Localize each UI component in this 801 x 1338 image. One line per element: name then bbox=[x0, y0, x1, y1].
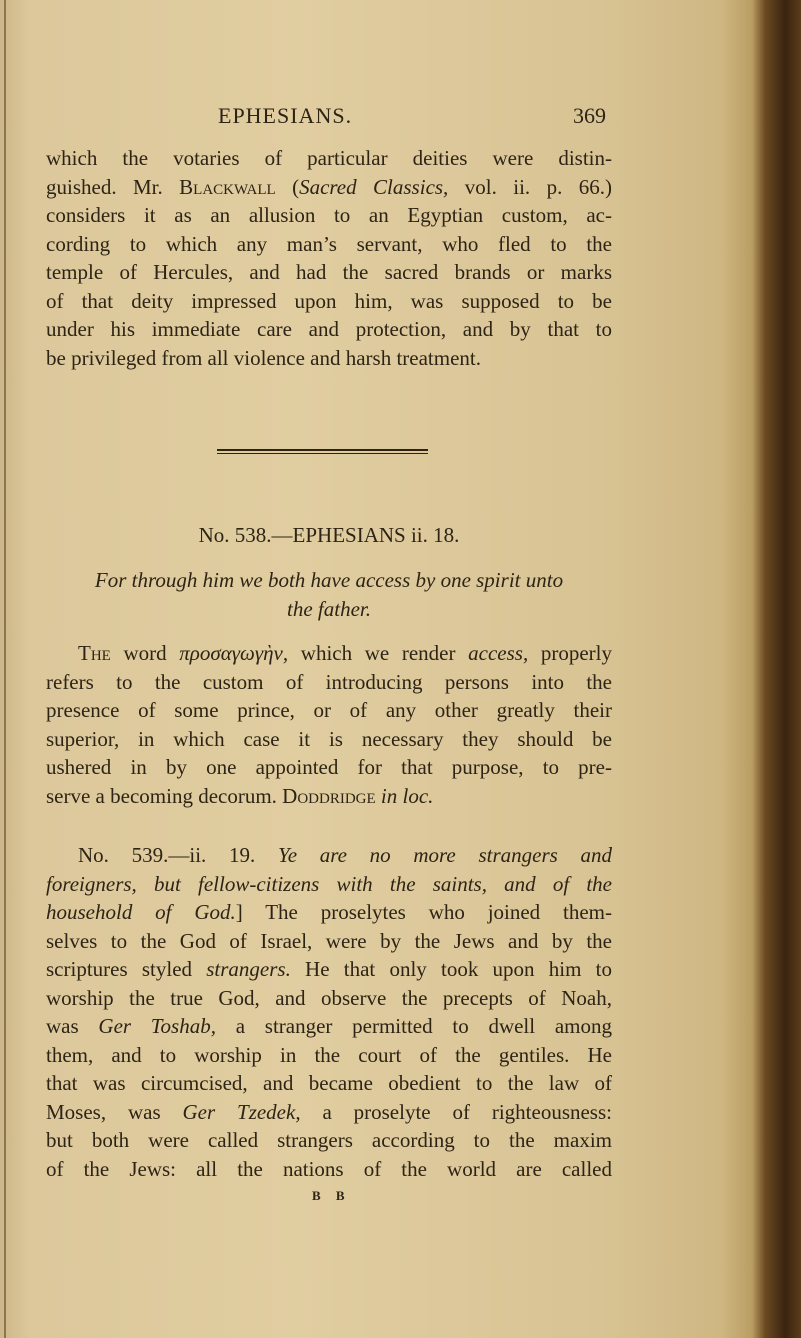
text-span: scriptures styled bbox=[46, 957, 207, 981]
italic-text: Ger Toshab, bbox=[98, 1014, 216, 1038]
text-span: ] The proselytes who joined them- bbox=[235, 900, 612, 924]
text-span: refers to the custom of introducing persons into the bbox=[46, 669, 612, 694]
text-span: which the votaries of particular deities were distin- bbox=[46, 146, 612, 170]
text-line bbox=[46, 725, 612, 753]
text-span: but both were called strangers according to the maxim bbox=[46, 1128, 612, 1152]
text-line bbox=[78, 841, 612, 869]
text-span: ( bbox=[275, 174, 300, 199]
text-span: He that only took upon him to bbox=[290, 957, 612, 981]
text-span: No. 539.—ii. 19. bbox=[78, 843, 278, 867]
text-span: be privileged from all violence and harsh treatment. bbox=[46, 345, 482, 370]
text-line bbox=[46, 566, 612, 594]
text-span: a proselyte of righteousness: bbox=[300, 1099, 612, 1124]
text-span: Moses, was bbox=[46, 1099, 183, 1124]
text-line bbox=[46, 782, 612, 810]
italic-text: household of God. bbox=[46, 900, 236, 924]
text-line bbox=[46, 927, 612, 955]
text-line bbox=[46, 315, 612, 343]
italic-text: Ye are no more strangers and bbox=[277, 843, 612, 867]
italic-text: Sacred Classics, bbox=[299, 174, 449, 199]
text-line bbox=[46, 1098, 612, 1126]
text-span: that was circumcised, and became obedient to the law of bbox=[46, 1071, 612, 1095]
italic-text: the father. bbox=[287, 596, 371, 621]
text-line bbox=[46, 258, 612, 286]
text-span: cording to which any man’s servant, who fled to the bbox=[46, 231, 612, 256]
text-span: presence of some prince, or of any other greatly their bbox=[46, 698, 612, 722]
text-line bbox=[46, 344, 612, 372]
text-line bbox=[46, 521, 612, 549]
text-span: guished. Mr. bbox=[46, 174, 180, 199]
text-line bbox=[46, 870, 612, 898]
text-span: of that deity impressed upon him, was supposed to be bbox=[46, 288, 612, 313]
text-line bbox=[46, 201, 612, 229]
running-header-title: EPHESIANS. bbox=[218, 103, 353, 128]
text-line bbox=[46, 144, 612, 172]
text-line bbox=[46, 955, 612, 983]
text-span: a stranger permitted to dwell among bbox=[215, 1014, 612, 1038]
text-line bbox=[46, 595, 612, 623]
italic-text: strangers. bbox=[206, 957, 291, 981]
small-caps-text: The bbox=[78, 641, 111, 665]
text-span: superior, in which case it is necessary they should be bbox=[46, 726, 612, 751]
signature-mark: B B bbox=[312, 1188, 351, 1203]
text-span: considers it as an allusion to an Egyptian custom, ac- bbox=[46, 203, 612, 227]
small-caps-text: Blackwall bbox=[179, 174, 276, 199]
text-line bbox=[46, 1126, 612, 1154]
section-divider-rule bbox=[217, 449, 428, 454]
text-span: serve a becoming decorum. bbox=[46, 783, 283, 808]
text-line bbox=[46, 696, 612, 724]
text-line bbox=[46, 1069, 612, 1097]
text-line bbox=[46, 1012, 612, 1040]
text-line bbox=[46, 173, 612, 201]
text-span: them, and to worship in the court of the gentiles. He bbox=[46, 1042, 612, 1067]
italic-text: foreigners, but fellow-citizens with the saints, and of the bbox=[46, 871, 612, 896]
page-left-edge bbox=[4, 0, 6, 1338]
text-line bbox=[46, 230, 612, 258]
italic-text: Ger Tzedek, bbox=[182, 1099, 301, 1124]
text-span: selves to the God of Israel, were by the Jews and by the bbox=[46, 928, 612, 953]
italic-text: access, bbox=[468, 641, 529, 665]
text-line bbox=[46, 898, 612, 926]
text-span: worship the true God, and observe the precepts of Noah, bbox=[46, 985, 612, 1010]
text-span: under his immediate care and protection, and by that to bbox=[46, 317, 612, 341]
text-line bbox=[46, 753, 612, 781]
text-span: temple of Hercules, and had the sacred brands or marks bbox=[46, 260, 612, 284]
text-line bbox=[46, 1155, 612, 1183]
text-line bbox=[78, 639, 612, 667]
text-span: ushered in by one appointed for that purpose, to pre- bbox=[46, 755, 612, 779]
text-span: which we render bbox=[288, 641, 469, 665]
text-span: properly bbox=[528, 641, 612, 665]
italic-text: in loc. bbox=[380, 783, 434, 808]
text-span: vol. ii. p. 66.) bbox=[448, 174, 612, 199]
text-line bbox=[46, 668, 612, 696]
text-span: No. 538.—EPHESIANS ii. 18. bbox=[198, 523, 460, 547]
italic-text: For through him we both have access by one spirit unto bbox=[94, 568, 564, 592]
small-caps-text: Doddridge bbox=[282, 783, 376, 808]
text-line bbox=[46, 1041, 612, 1069]
page-number: 369 bbox=[573, 103, 606, 128]
text-line bbox=[46, 287, 612, 315]
italic-text: προσαγωγὴν, bbox=[179, 641, 289, 665]
text-span: of the Jews: all the nations of the world are called bbox=[46, 1156, 612, 1181]
text-span: was bbox=[46, 1014, 99, 1038]
text-span: word bbox=[110, 641, 180, 665]
text-line bbox=[46, 984, 612, 1012]
